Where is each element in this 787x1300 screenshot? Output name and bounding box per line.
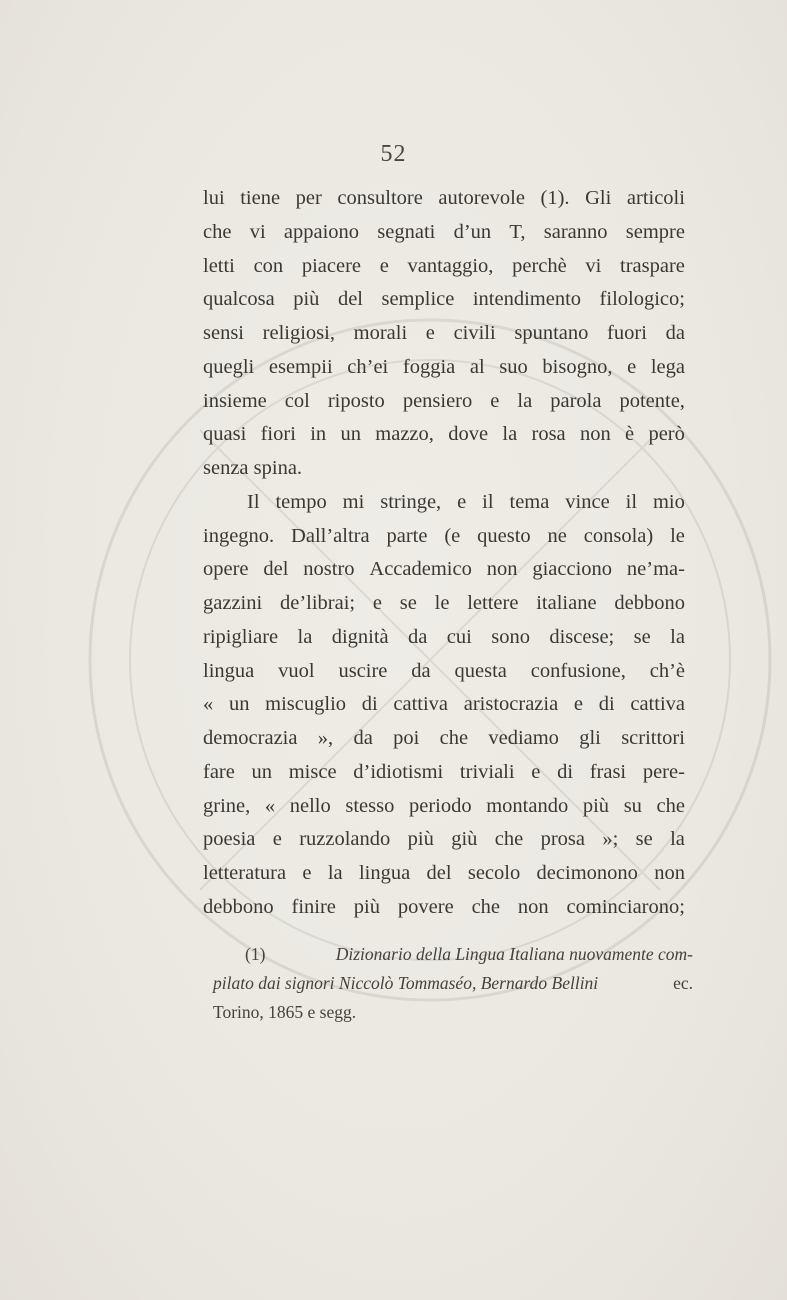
word: non — [579, 423, 611, 446]
footnote-title-part1: Dizionario della Lingua Italiana nuovamente com- — [335, 944, 693, 964]
word: d’idiotismi — [353, 760, 444, 783]
word: un — [340, 423, 361, 446]
text-line — [203, 823, 685, 857]
word: (1). — [540, 187, 570, 209]
word: la — [502, 423, 518, 446]
word: e — [379, 254, 389, 277]
word: gli — [579, 727, 601, 749]
text-line — [203, 317, 685, 351]
text-line — [203, 283, 685, 317]
text-line — [203, 756, 685, 790]
word: che — [439, 727, 469, 749]
footnote-line — [213, 940, 693, 969]
word: la — [670, 828, 685, 851]
word: ripigliare — [203, 625, 279, 648]
word: e — [425, 322, 435, 344]
word: vuol — [278, 659, 315, 682]
word: dignità — [331, 625, 389, 648]
word: la — [297, 625, 313, 648]
word: che — [203, 220, 232, 243]
word: da — [411, 659, 431, 682]
text-line — [203, 385, 685, 419]
word: segnati — [377, 220, 436, 243]
word: vantaggio, — [407, 254, 494, 277]
word: bisogno, — [542, 355, 613, 378]
word: opere — [203, 558, 249, 581]
word: T, — [509, 220, 526, 243]
word: cominciarono; — [566, 895, 685, 918]
word: ingegno. — [203, 524, 275, 547]
word: la — [670, 625, 685, 648]
word: confusione, — [530, 659, 626, 682]
word: traspare — [620, 254, 685, 277]
word: nello — [289, 794, 331, 817]
word: se — [635, 828, 653, 851]
word: il — [482, 490, 494, 513]
word: che — [494, 828, 524, 851]
word: tempo — [275, 490, 327, 513]
word: secolo — [467, 862, 521, 884]
word: lettere — [467, 592, 519, 614]
word: e — [457, 490, 467, 513]
text-line-content: senza spina. — [203, 457, 303, 479]
word: non — [654, 862, 685, 884]
word: la — [327, 862, 343, 884]
word: lingua — [203, 659, 255, 682]
word: italiane — [536, 592, 597, 614]
word: riposto — [327, 389, 385, 412]
word: esempii — [268, 355, 333, 378]
word: e — [302, 862, 312, 884]
word: da — [353, 727, 373, 749]
word: più — [293, 288, 320, 311]
word: civili — [453, 322, 496, 344]
word: fiori — [260, 423, 296, 446]
word: autorevole — [438, 187, 525, 209]
word: cui — [446, 625, 472, 648]
word: e — [531, 760, 541, 783]
word: quegli — [203, 355, 255, 378]
word: di — [557, 760, 574, 783]
word: del — [263, 558, 289, 581]
word: vince — [565, 490, 610, 513]
word: con — [253, 254, 284, 277]
word: foggia — [402, 355, 456, 378]
word: sempre — [625, 220, 685, 243]
footnote-line — [213, 998, 693, 1027]
footnote-etc: ec. — [673, 973, 693, 993]
footnote-marker: (1) — [245, 944, 266, 964]
word: su — [623, 794, 642, 817]
word: e — [573, 693, 583, 716]
word: letti — [203, 254, 235, 277]
text-line — [203, 250, 685, 284]
word: mio — [652, 490, 685, 513]
word: triviali — [459, 760, 515, 783]
text-line — [203, 587, 685, 621]
word: più — [407, 828, 434, 851]
word: tema — [509, 490, 550, 513]
word: (e — [444, 524, 461, 547]
word: di — [361, 693, 378, 716]
word: e — [372, 592, 383, 614]
word: vi — [249, 220, 266, 243]
word: pere- — [642, 760, 685, 783]
word: debbono — [203, 895, 274, 918]
word: « — [203, 693, 214, 716]
word: potente, — [619, 389, 685, 412]
word: debbono — [614, 592, 685, 614]
word: tiene — [240, 187, 281, 209]
word: povere — [397, 895, 454, 918]
text-line — [203, 722, 685, 756]
word: quasi — [203, 423, 247, 446]
word: periodo — [408, 794, 472, 817]
word: uscire — [338, 659, 388, 682]
word: vediamo — [488, 727, 559, 749]
word: mi — [342, 490, 365, 513]
word: finire — [291, 895, 336, 918]
word: insieme — [203, 389, 267, 412]
word: qualcosa — [203, 288, 275, 311]
word: letteratura — [203, 862, 287, 884]
word: suo — [499, 355, 528, 378]
word: Il — [247, 490, 260, 513]
word: perchè — [512, 254, 567, 277]
text-line — [203, 790, 685, 824]
word: non — [517, 895, 549, 918]
word: cattiva — [393, 693, 449, 716]
word: Accademico — [369, 558, 472, 581]
word: spuntano — [514, 322, 589, 344]
text-line — [203, 418, 685, 452]
word: però — [648, 423, 685, 446]
word: le — [670, 524, 685, 547]
word: questo — [477, 524, 531, 547]
word: ch’è — [649, 659, 685, 682]
text-line — [203, 553, 685, 587]
word: che — [471, 895, 501, 918]
word: aristocrazia — [463, 693, 559, 716]
word: intendimento — [472, 288, 582, 311]
word: saranno — [543, 220, 608, 243]
word: giù — [451, 828, 478, 851]
word: semplice — [381, 288, 455, 311]
word: Gli — [585, 187, 612, 209]
paragraph-first-line — [203, 486, 685, 520]
word: sensi — [203, 322, 244, 344]
word: »; — [602, 828, 619, 851]
word: e — [272, 828, 282, 851]
word: fuori — [607, 322, 647, 344]
word: consultore — [337, 187, 423, 209]
word: se — [633, 625, 651, 648]
text-line — [203, 351, 685, 385]
word: religiosi, — [262, 322, 335, 344]
word: da — [408, 625, 428, 648]
word: mazzo, — [375, 423, 434, 446]
word: dove — [448, 423, 489, 446]
word: ch’ei — [347, 355, 389, 378]
text-line — [203, 452, 685, 486]
word: di — [598, 693, 615, 716]
word: « — [264, 794, 276, 817]
word: un — [251, 760, 273, 783]
text-line — [203, 621, 685, 655]
word: lega — [650, 355, 685, 378]
footnote-publication: Torino, 1865 e segg. — [213, 1002, 357, 1022]
word: e — [627, 355, 637, 378]
footnote-line — [213, 969, 693, 998]
body-text — [203, 182, 685, 925]
text-line — [203, 182, 685, 216]
word: questa — [454, 659, 507, 682]
word: poi — [393, 727, 420, 749]
word: parte — [386, 524, 428, 547]
word: prosa — [540, 828, 585, 851]
word: il — [625, 490, 638, 513]
word: discese; — [549, 625, 615, 648]
word: stringe, — [380, 490, 442, 513]
word: per — [295, 187, 322, 209]
word: ruzzolando — [299, 828, 391, 851]
word: e — [490, 389, 500, 412]
word: filologico; — [599, 288, 685, 311]
text-line — [203, 688, 685, 722]
word: la — [517, 389, 533, 412]
word: cattiva — [630, 693, 685, 716]
word: stesso — [345, 794, 395, 817]
word: appaiono — [283, 220, 360, 243]
word: vi — [585, 254, 602, 277]
word: del — [426, 862, 452, 884]
word: del — [337, 288, 363, 311]
word: grine, — [203, 794, 251, 817]
text-line — [203, 891, 685, 925]
word: Dall’altra — [291, 524, 370, 547]
word: piacere — [301, 254, 362, 277]
word: nostro — [303, 558, 355, 581]
text-line — [203, 857, 685, 891]
text-line — [203, 655, 685, 689]
word: al — [469, 355, 485, 378]
word: è — [625, 423, 635, 446]
word: lui — [203, 187, 225, 209]
word: ne’ma- — [626, 558, 685, 581]
word: un — [228, 693, 250, 716]
word: fare — [203, 760, 235, 783]
word: parola — [550, 389, 602, 412]
text-line — [203, 520, 685, 554]
footnote-title-part2: pilato dai signori Niccolò Tommaséo, Bernardo Bellini — [213, 973, 599, 993]
word: ne — [547, 524, 567, 547]
word: col — [284, 389, 310, 412]
word: lingua — [358, 862, 411, 884]
word: democrazia — [203, 727, 298, 749]
word: più — [582, 794, 610, 817]
word: le — [434, 592, 450, 614]
word: in — [310, 423, 327, 446]
word: morali — [353, 322, 408, 344]
word: consola) — [583, 524, 654, 547]
word: sono — [491, 625, 530, 648]
word: », — [317, 727, 334, 749]
word: montando — [486, 794, 569, 817]
word: non — [486, 558, 518, 581]
word: più — [353, 895, 380, 918]
text-line — [203, 216, 685, 250]
word: misce — [288, 760, 337, 783]
word: che — [656, 794, 685, 817]
footnote — [213, 940, 693, 1027]
word: d’un — [453, 220, 492, 243]
page-number: 52 — [380, 141, 407, 167]
word: giacciono — [532, 558, 613, 581]
word: poesia — [203, 828, 256, 851]
word: de’librai; — [279, 592, 356, 614]
word: miscuglio — [265, 693, 347, 716]
word: frasi — [589, 760, 627, 783]
word: decimonono — [536, 862, 638, 884]
word: se — [399, 592, 417, 614]
word: pensiero — [402, 389, 473, 412]
word: gazzini — [203, 592, 263, 614]
word: scrittori — [621, 727, 685, 749]
word: da — [665, 322, 685, 344]
word: rosa — [531, 423, 566, 446]
word: articoli — [626, 187, 685, 209]
